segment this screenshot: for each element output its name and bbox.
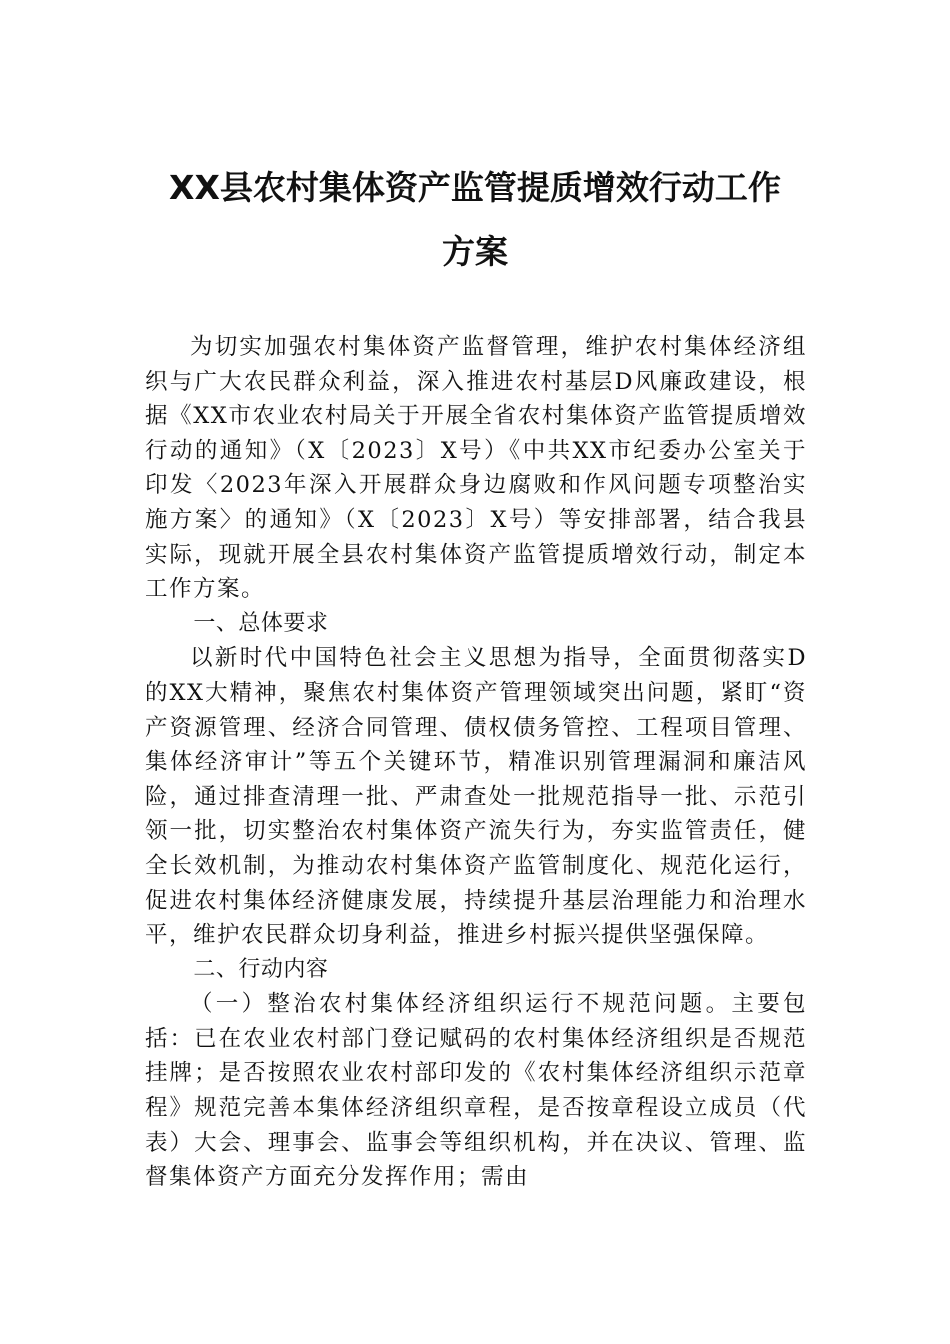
section-2-paragraph: （一）整治农村集体经济组织运行不规范问题。主要包括：已在农业农村部门登记赋码的农村集体经济组织是否规范挂牌；是否按照农业农村部印发的《农村集体经济组织示范章程》规范完善本集体经济组织章程，是否按章程设立成员（代表）大会、理事会、监事会等组织机构，并在决议、管理、监督集体资产方面充分发挥作用；需由 bbox=[145, 991, 807, 1191]
document-title-line-1: XX县农村集体资产监管提质增效行动工作 bbox=[169, 168, 781, 207]
intro-paragraph: 为切实加强农村集体资产监督管理，维护农村集体经济组织与广大农民群众利益，深入推进农村基层D风廉政建设，根据《XX市农业农村局关于开展全省农村集体资产监管提质增效行动的通知》（X〔2023〕X号）《中共XX市纪委办公室关于印发〈2023年深入开展群众身边腐败和作风问题专项整治实施方案〉的通知》（X〔2023〕X号）等安排部署，结合我县实际，现就开展全县农村集体资产监管提质增效行动，制定本工作方案。 bbox=[145, 334, 807, 603]
document-body bbox=[145, 330, 807, 1195]
section-1-paragraph: 以新时代中国特色社会主义思想为指导，全面贯彻落实D的XX大精神，聚焦农村集体资产管理领域突出问题，紧盯“资产资源管理、经济合同管理、债权债务管控、工程项目管理、集体经济审计”等五个关键环节，精准识别管理漏洞和廉洁风险，通过排查清理一批、严肃查处一批规范指导一批、示范引领一批，切实整治农村集体资产流失行为，夯实监管责任，健全长效机制，为推动农村集体资产监管制度化、规范化运行，促进农村集体经济健康发展，持续提升基层治理能力和治理水平，维护农民群众切身利益，推进乡村振兴提供坚强保障。 bbox=[145, 645, 807, 949]
section-heading-1: 一、总体要求 bbox=[193, 610, 329, 636]
section-heading-2: 二、行动内容 bbox=[193, 956, 329, 982]
document-title-line-2: 方案 bbox=[442, 232, 508, 271]
